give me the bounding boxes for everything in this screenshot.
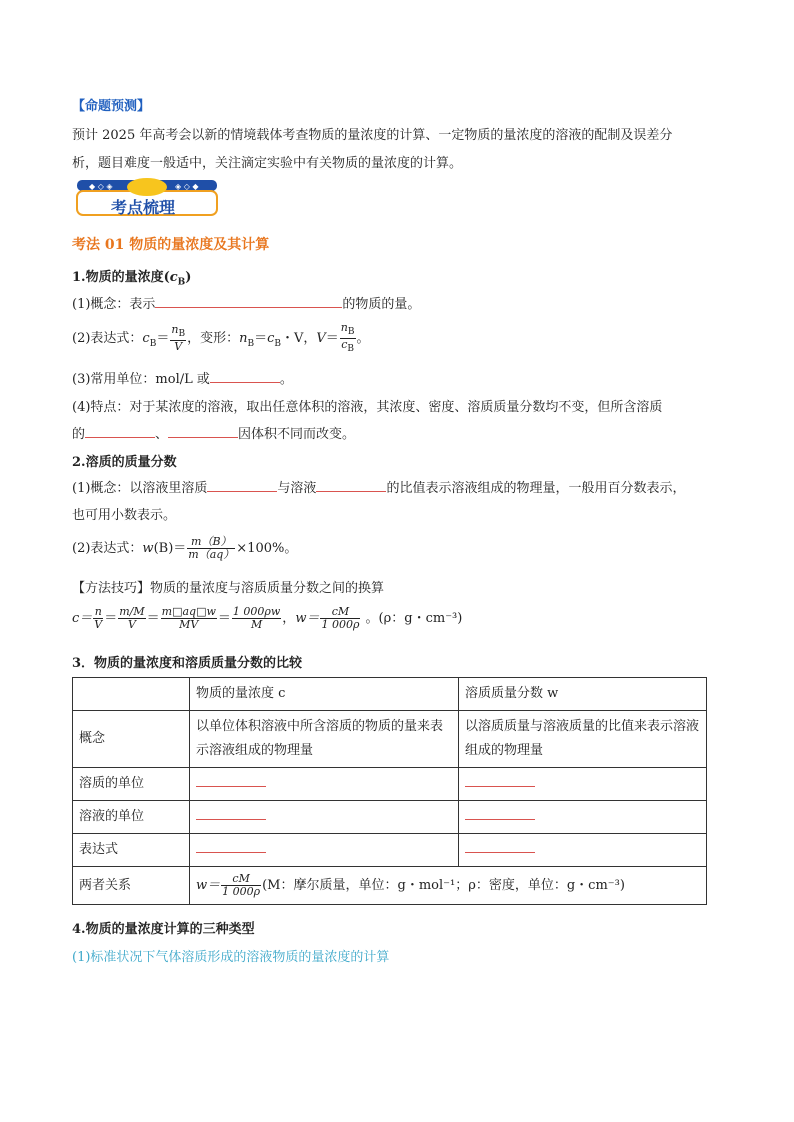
svg-text:◈ ◇ ◆: ◈ ◇ ◆ — [175, 182, 199, 191]
method-formula: c＝ $\frac{n}{V}$ ＝ $\frac{m/M}{V}$ ＝ $\frac{m□aq□w}{MV}$ ＝ $\frac{1 000\rho w}{M}$ ，w＝ $\frac{cM}{1 000\rho}$ 。(ρ：g・cm⁻³) — [72, 605, 463, 631]
s1-feature-line-2: 的 、 因体积不同而改变。 — [72, 427, 356, 442]
comparison-table — [72, 677, 707, 905]
s2-heading: 2.溶质的质量分数 — [72, 455, 177, 470]
s4-subheading: (1)标准状况下气体溶质形成的溶液物质的量浓度的计算 — [72, 950, 390, 965]
blank-c-solute-unit[interactable] — [196, 786, 266, 787]
s1-unit: (3)常用单位：mol/L 或 。 — [72, 372, 293, 387]
blank-c-solution-unit[interactable] — [196, 819, 266, 820]
s1-heading: 1.物质的量浓度$(c_B)$ — [72, 270, 192, 288]
s1-feature-line-1: (4)特点：对于某浓度的溶液，取出任意体积的溶液，其浓度、密度、溶质质量分数均不变，但所含溶质 — [72, 400, 663, 415]
header-concentration: 物质的量浓度 c — [190, 678, 459, 711]
prediction-line-2: 析，题目难度一般适中，关注滴定实验中有关物质的量浓度的计算。 — [72, 156, 463, 171]
blank-feature-2[interactable] — [168, 426, 238, 438]
table-row: 溶液的单位 — [73, 801, 707, 834]
s2-expression: (2)表达式：w(B)＝ $\frac{m(B)}{m(aq)}$ ×100%。 — [72, 535, 298, 561]
header-mass-fraction: 溶质质量分数 w — [459, 678, 707, 711]
prediction-heading: 【命题预测】 — [72, 99, 151, 114]
table-row — [73, 678, 707, 711]
blank-feature-1[interactable] — [85, 426, 155, 438]
blank-w-solute-unit[interactable] — [465, 786, 535, 787]
blank-w-expression[interactable] — [465, 852, 535, 853]
blank-concept[interactable] — [155, 296, 342, 308]
s4-heading: 4.物质的量浓度计算的三种类型 — [72, 922, 255, 937]
section-banner — [75, 177, 220, 217]
s1-expression: (2)表达式：$c_B=$ $\frac{n_B}{V}$ ，变形：$n_B=c_B$・V，V＝ $\frac{n_B}{c_B}$ 。 — [72, 321, 370, 355]
s2-concept-line-2: 也可用小数表示。 — [72, 508, 177, 523]
s3-heading: 3．物质的量浓度和溶质质量分数的比较 — [72, 656, 303, 671]
s1-concept: (1)概念：表示 的物质的量。 — [72, 297, 421, 312]
table-row: 两者关系 w＝ $\frac{cM}{1 000\rho}$ (M：摩尔质量，单位：g・mol⁻¹；ρ：密度，单位：g・cm⁻³) — [73, 867, 707, 905]
svg-text:◆ ◇ ◈: ◆ ◇ ◈ — [89, 182, 113, 191]
blank-w-solution-unit[interactable] — [465, 819, 535, 820]
table-row: 溶质的单位 — [73, 768, 707, 801]
blank-solute[interactable] — [207, 480, 277, 492]
table-row: 概念 以单位体积溶液中所含溶质的物质的量来表示溶液组成的物理量 以溶质质量与溶液质量的比值来表示溶液组成的物理量 — [73, 711, 707, 768]
blank-unit[interactable] — [210, 371, 280, 383]
method-title: 【方法技巧】物质的量浓度与溶质质量分数之间的换算 — [72, 581, 385, 596]
s2-concept-line-1: (1)概念：以溶液里溶质 与溶液 的比值表示溶液组成的物理量，一般用百分数表示， — [72, 481, 686, 496]
section-title: 考法 01 物质的量浓度及其计算 — [72, 237, 270, 253]
blank-solution[interactable] — [316, 480, 386, 492]
blank-c-expression[interactable] — [196, 852, 266, 853]
banner-title: 考点梳理 — [111, 198, 176, 217]
prediction-line-1: 预计 2025 年高考会以新的情境载体考查物质的量浓度的计算、一定物质的量浓度的溶液的配制及误差分 — [72, 128, 673, 143]
table-row: 表达式 — [73, 834, 707, 867]
